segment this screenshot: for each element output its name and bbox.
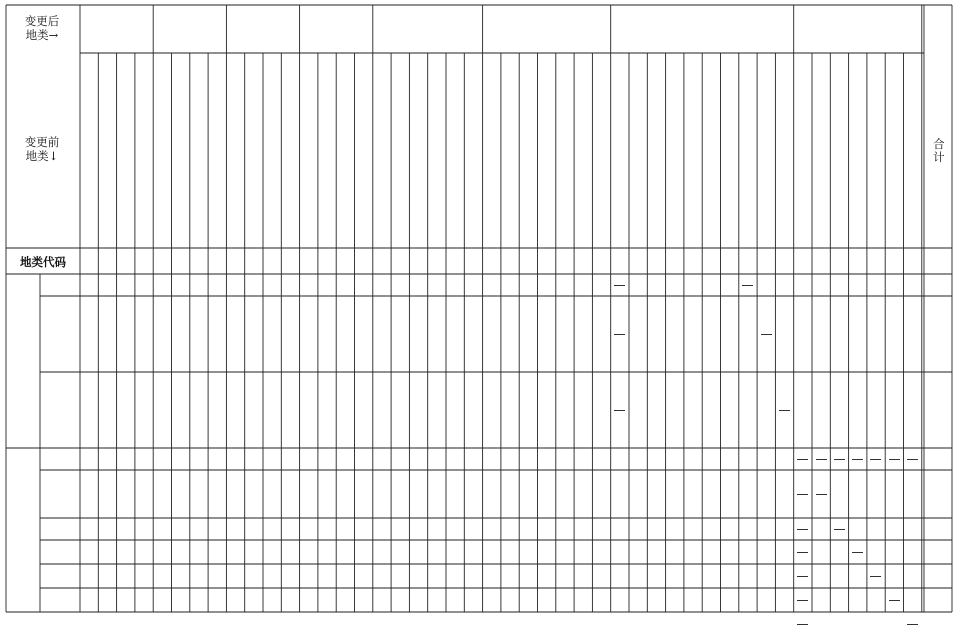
land-code (537, 248, 557, 274)
column-header (794, 55, 812, 246)
row-label (42, 588, 78, 612)
column-header (428, 55, 446, 246)
land-code (665, 248, 685, 274)
land-code (774, 248, 794, 274)
column-header (318, 55, 336, 246)
column-header (721, 55, 739, 246)
column-header (592, 55, 610, 246)
land-code (171, 248, 191, 274)
column-header (208, 55, 226, 246)
column-header (117, 55, 135, 246)
column-header (153, 55, 171, 246)
row-label (42, 564, 78, 588)
column-header (812, 55, 830, 246)
column-header (98, 55, 116, 246)
group-header (153, 5, 226, 53)
group-header (483, 5, 611, 53)
column-header (80, 55, 98, 246)
column-header (135, 55, 153, 246)
land-code (445, 248, 465, 274)
land-code (701, 248, 721, 274)
column-header (775, 55, 793, 246)
empty-mark (907, 459, 918, 460)
land-code (555, 248, 575, 274)
land-code (97, 248, 117, 274)
empty-mark (834, 459, 845, 460)
land-code (829, 248, 849, 274)
empty-mark (614, 334, 625, 335)
column-header (904, 55, 922, 246)
column-header (757, 55, 775, 246)
land-code (408, 248, 428, 274)
row-label (42, 612, 78, 636)
empty-mark (889, 459, 900, 460)
column-header (190, 55, 208, 246)
column-header (647, 55, 665, 246)
empty-mark (852, 459, 863, 460)
column-header (355, 55, 373, 246)
row-group-label (6, 448, 40, 636)
column-header (867, 55, 885, 246)
column-header (483, 55, 501, 246)
land-code (354, 248, 374, 274)
land-code (903, 248, 923, 274)
empty-mark (614, 285, 625, 286)
column-header (885, 55, 903, 246)
empty-mark (797, 459, 808, 460)
empty-mark (834, 529, 845, 530)
land-code (299, 248, 319, 274)
empty-mark (797, 600, 808, 601)
land-code (390, 248, 410, 274)
empty-mark (870, 576, 881, 577)
land-code (482, 248, 502, 274)
land-code (610, 248, 630, 274)
empty-mark (797, 552, 808, 553)
row-label (42, 274, 78, 296)
column-header (501, 55, 519, 246)
land-code (500, 248, 520, 274)
group-header (226, 5, 299, 53)
land-code (811, 248, 831, 274)
empty-mark (852, 552, 863, 553)
column-header (611, 55, 629, 246)
land-code (372, 248, 392, 274)
empty-mark (742, 285, 753, 286)
land-code (720, 248, 740, 274)
column-header (336, 55, 354, 246)
group-header (373, 5, 483, 53)
land-code (573, 248, 593, 274)
column-header (519, 55, 537, 246)
column-header (574, 55, 592, 246)
code-row-label: 地类代码 (20, 255, 66, 270)
row-label (42, 518, 78, 540)
empty-mark (614, 410, 625, 411)
group-header (794, 5, 922, 53)
column-header (300, 55, 318, 246)
row-label (42, 540, 78, 564)
row-label (42, 296, 78, 372)
column-header (702, 55, 720, 246)
row-label (42, 372, 78, 448)
land-code (427, 248, 447, 274)
column-header (538, 55, 556, 246)
land-code (335, 248, 355, 274)
land-code (244, 248, 264, 274)
row-group-label (6, 274, 40, 448)
empty-mark (889, 600, 900, 601)
after-label: 变更后地类→ (24, 14, 60, 42)
column-header (849, 55, 867, 246)
column-header (226, 55, 244, 246)
group-header (80, 5, 153, 53)
column-header (629, 55, 647, 246)
land-code (848, 248, 868, 274)
column-header (172, 55, 190, 246)
column-header (245, 55, 263, 246)
land-code (866, 248, 886, 274)
land-code (756, 248, 776, 274)
column-header (263, 55, 281, 246)
column-header (739, 55, 757, 246)
land-code (463, 248, 483, 274)
column-header (830, 55, 848, 246)
empty-mark (797, 529, 808, 530)
empty-mark (797, 494, 808, 495)
column-header (391, 55, 409, 246)
before-label: 变更前地类↓ (24, 135, 60, 163)
land-code (317, 248, 337, 274)
column-header (373, 55, 391, 246)
land-code (738, 248, 758, 274)
group-header (300, 5, 373, 53)
land-code (116, 248, 136, 274)
land-code (225, 248, 245, 274)
column-header (684, 55, 702, 246)
land-code (79, 248, 99, 274)
empty-mark (816, 459, 827, 460)
land-code (884, 248, 904, 274)
column-header (281, 55, 299, 246)
land-code (280, 248, 300, 274)
row-label (42, 448, 78, 470)
column-header (556, 55, 574, 246)
land-code (262, 248, 282, 274)
land-code (134, 248, 154, 274)
land-code (683, 248, 703, 274)
land-code (646, 248, 666, 274)
column-header (464, 55, 482, 246)
land-code (152, 248, 172, 274)
total-header: 合计 (931, 137, 946, 164)
group-header (611, 5, 794, 53)
column-header (446, 55, 464, 246)
empty-mark (870, 459, 881, 460)
empty-mark (816, 494, 827, 495)
empty-mark (779, 410, 790, 411)
land-code (793, 248, 813, 274)
column-header (666, 55, 684, 246)
column-header (409, 55, 427, 246)
land-code (189, 248, 209, 274)
land-code (207, 248, 227, 274)
land-code (591, 248, 611, 274)
land-code (628, 248, 648, 274)
empty-mark (797, 576, 808, 577)
empty-mark (761, 334, 772, 335)
row-label (42, 470, 78, 518)
land-code (518, 248, 538, 274)
